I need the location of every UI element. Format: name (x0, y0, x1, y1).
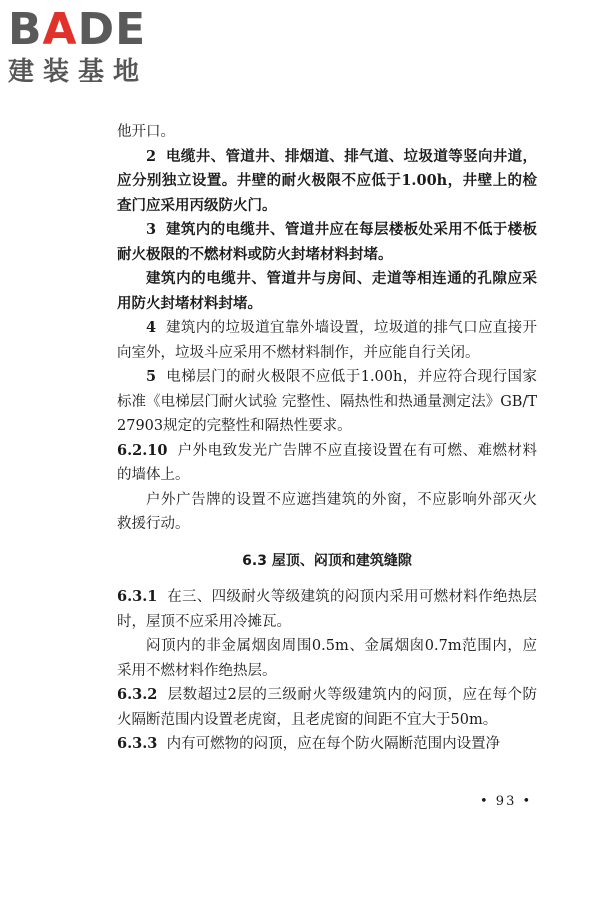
clause-text: 层数超过2层的三级耐火等级建筑内的闷顶，应在每个防火隔断范围内设置老虎窗，且老虎窗的间距不宜大于50m。 (117, 687, 537, 728)
clause-number: 4 (146, 319, 157, 336)
clause-6-3-2 (117, 683, 537, 732)
clause-3 (117, 218, 537, 267)
clause-text: 建筑内的垃圾道宜靠外墙设置，垃圾道的排气口应直接开向室外，垃圾斗应采用不燃材料制作，并应能自行关闭。 (117, 320, 538, 361)
paragraph-text: 他开口。 (117, 124, 175, 140)
clause-number: 2 (146, 147, 157, 165)
clause-text: 户外广告牌的设置不应遮挡建筑的外窗，不应影响外部灭火救援行动。 (117, 491, 537, 532)
clause-text: 内有可燃物的闷顶，应在每个防火隔断范围内设置净 (166, 736, 501, 752)
clause-number: 6.2.10 (117, 441, 168, 459)
clause-2 (117, 145, 537, 219)
clause-number: 6.3.1 (117, 588, 158, 605)
clause-text: 建筑内的电缆井、管道井与房间、走道等相连通的孔隙应采用防火封堵材料封堵。 (117, 270, 537, 312)
clause-text: 建筑内的电缆井、管道井应在每层楼板处采用不低于楼板耐火极限的不燃材料或防火封堵材料封堵。 (117, 221, 538, 263)
clause-6-3-3 (117, 732, 537, 757)
document-body (117, 120, 537, 757)
logo-letters-de: DE (77, 4, 147, 55)
clause-6-3-1 (117, 585, 537, 634)
clause-number: 6.3.3 (117, 735, 158, 752)
clause-number: 6.3.2 (117, 686, 158, 703)
page-number: • 93 • (480, 794, 533, 809)
clause-6-3-1-continued (117, 634, 537, 683)
logo-letter-b: B (8, 4, 43, 55)
clause-3-continued (117, 267, 537, 316)
clause-5 (117, 365, 537, 439)
clause-text: 在三、四级耐火等级建筑的闷顶内采用可燃材料作绝热层时，屋顶不应采用冷摊瓦。 (117, 589, 537, 630)
logo-subtitle: 建装基地 (8, 57, 149, 87)
clause-number: 3 (146, 221, 157, 238)
clause-text: 闷顶内的非金属烟囱周围0.5m、金属烟囱0.7m范围内，应采用不燃材料作绝热层。 (117, 638, 537, 679)
paragraph-continuation (117, 120, 537, 145)
logo-letter-a: A (42, 4, 78, 55)
clause-6-2-10-continued (117, 488, 537, 537)
clause-number: 5 (146, 368, 157, 385)
clause-text: 电梯层门的耐火极限不应低于1.00h，并应符合现行国家标准《电梯层门耐火试验 完整性、隔热性和热通量测定法》GB/T 27903规定的完整性和隔热性要求。 (117, 369, 537, 434)
clause-6-2-10 (117, 439, 537, 488)
logo-wordmark (8, 6, 178, 54)
logo (8, 6, 178, 90)
section-heading: 6.3 屋顶、闷顶和建筑缝隙 (242, 552, 412, 569)
clause-4 (117, 316, 537, 365)
clause-text: 电缆井、管道井、排烟道、排气道、垃圾道等竖向井道，应分别独立设置。井壁的耐火极限不应低于1.00h，井壁上的检查门应采用丙级防火门。 (117, 147, 538, 214)
clause-text: 户外电致发光广告牌不应直接设置在有可燃、难燃材料的墙体上。 (117, 442, 538, 483)
